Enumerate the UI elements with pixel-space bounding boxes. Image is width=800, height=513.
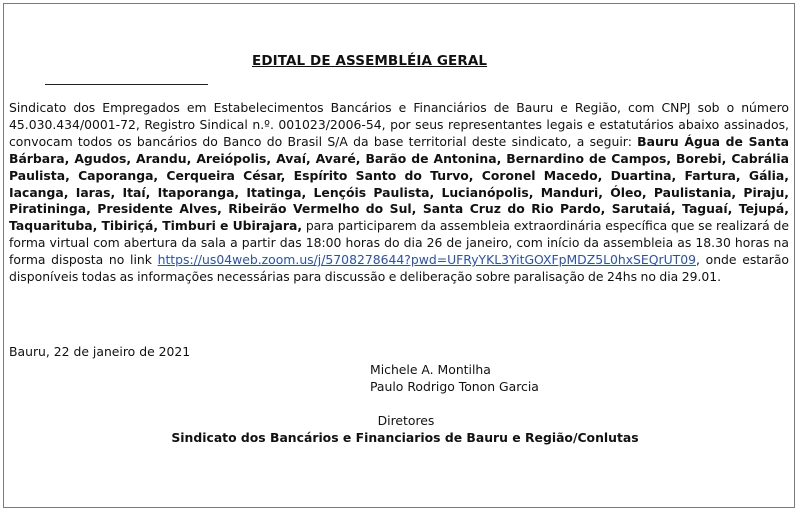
signers-role: Diretores bbox=[377, 413, 435, 428]
organization-name: Sindicato dos Bancários e Financiarios de Bauru e Região/Conlutas bbox=[171, 430, 639, 445]
title-divider bbox=[45, 84, 208, 85]
notice-cities-list: Bauru Água de Santa Bárbara, Agudos, Arandu, Areiópolis, Avaí, Avaré, Barão de Antonina, Bernardino de Campos, Borebi, Cabrália Paulista, Caporanga, Cerqueira César, Espírito Santo do Turvo, Coronel Macedo, Duartina, Fartura, Gália, Iacanga, Iaras, Itaí, Itaporanga, Itatinga, Lençóis Paulista, Lucianópolis, Manduri, Óleo, Paulistania, Piraju, Piratininga, Presidente Alves, Ribeirão Vermelho do Sul, Santa Cruz do Rio Pardo, Sarutaiá, Taguaí, Tejupá, Taquarituba, Tibiriçá, Timburi e Ubirajara, bbox=[9, 133, 789, 234]
notice-closing-text: , onde estarão disponíveis todas as informações necessárias para discussão e deliberação sobre paralisação de 24hs no dia 29.01. bbox=[9, 252, 789, 285]
document-title: EDITAL DE ASSEMBLÉIA GERAL bbox=[252, 53, 488, 69]
document-date: Bauru, 22 de janeiro de 2021 bbox=[9, 344, 191, 359]
signer-name: Paulo Rodrigo Tonon Garcia bbox=[370, 379, 539, 394]
notice-intro-text: Sindicato dos Empregados em Estabelecimentos Bancários e Financiários de Bauru e Região, com CNPJ sob o número 45.030.434/0001-72, Registro Sindical n.º. 001023/2006-54, por seus representantes legais e estatutários abaixo assinados, convocam todos os bancários do Banco do Brasil S/A da base territorial deste sindicato, a seguir: bbox=[9, 100, 789, 149]
zoom-meeting-link[interactable]: https://us04web.zoom.us/j/5708278644?pwd=UFRyYKL3YitGOXFpMDZ5L0hxSEQrUT09 bbox=[157, 252, 697, 268]
signer-name: Michele A. Montilha bbox=[370, 362, 491, 377]
notice-meeting-text: para participarem da assembleia extraordinária específica que se realizará de forma virtual com abertura da sala a partir das 18:00 horas do dia 26 de janeiro, com início da assembleia as 18.30 horas na forma disposta no link bbox=[9, 218, 789, 268]
notice-body bbox=[9, 100, 789, 286]
